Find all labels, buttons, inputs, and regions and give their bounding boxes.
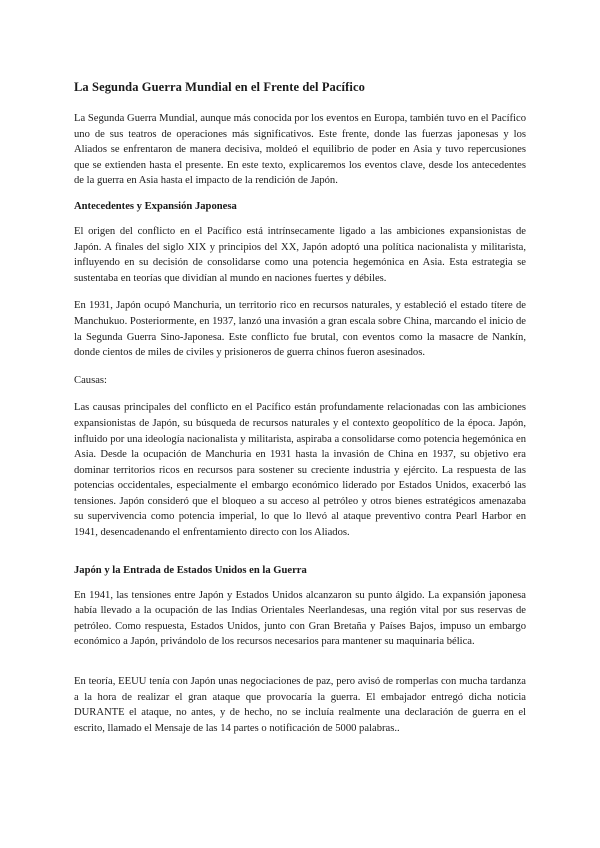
paragraph-tensiones-1941: En 1941, las tensiones entre Japón y Estados Unidos alcanzaron su punto álgido. La expansión japonesa había llevado a la ocupación de las Indias Orientales Neerlandesas, una región vital por sus reservas de petróleo. Como respuesta, Estados Unidos, junto con Gran Bretaña y Países Bajos, impuso un embargo económico a Japón, privándolo de los recursos necesarios para mantener su maquinaria bélica. (74, 589, 526, 648)
section-heading-antecedentes: Antecedentes y Expansión Japonesa (74, 200, 237, 212)
spacer (74, 553, 526, 565)
paragraph-causas: Las causas principales del conflicto en el Pacífico están profundamente relacionadas con las ambiciones expansionistas de Japón, su búsqueda de recursos naturales y el contexto geopolítico de la época. Japón, influido por una ideología nacionalista y militarista, aspiraba a consolidarse como potencia hegemónica en Asia. Desde la ocupación de Manchuria en 1931 hasta la invasión de China en 1937, su objetivo era dominar territorios ricos en recursos para sostener su creciente industria y ejército. La respuesta de las potencias occidentales, especialmente el embargo económico liderado por Estados Unidos, exacerbó las tensiones. Japón consideró que el bloqueo a su acceso al petróleo y otros bienes estratégicos amenazaba su supervivencia como potencia imperial, lo que lo llevó al ataque preventivo contra Pearl Harbor en 1941, desencadenando el enfrentamiento directo con los Aliados. (74, 402, 526, 539)
page-title: La Segunda Guerra Mundial en el Frente del Pacífico (74, 80, 365, 94)
spacer (74, 662, 526, 674)
paragraph-manchuria: En 1931, Japón ocupó Manchuria, un territorio rico en recursos naturales, y estableció el estado títere de Manchukuo. Posteriormente, en 1937, lanzó una invasión a gran escala sobre China, marcando el inicio de la Segunda Guerra Sino-Japonesa. Este conflicto fue brutal, con eventos como la masacre de Nankín, donde cientos de miles de civiles y prisioneros de guerra chinos fueron asesinados. (74, 300, 526, 359)
causes-label: Causas: (74, 374, 107, 386)
paragraph-origen: El origen del conflicto en el Pacífico está intrínsecamente ligado a las ambiciones expansionistas de Japón. A finales del siglo XIX y principios del XX, Japón adoptó una política nacionalista y militarista, influyendo en su decisión de consolidarse como una potencia hegemónica en Asia. Esta estrategia se sustentaba en teorías que dividían al mundo en naciones fuertes y débiles. (74, 225, 526, 284)
paragraph-negociaciones: En teoría, EEUU tenía con Japón unas negociaciones de paz, pero avisó de romperlas con mucha tardanza a la hora de realizar el gran ataque que provocaría la guerra. El embajador entregó dicha noticia DURANTE el ataque, no antes, y de hecho, no se incluía realmente una declaración de guerra en el escrito, llamado el Mensaje de las 14 partes o notificación de 5000 palabras.. (74, 676, 526, 734)
section-heading-entrada-eeuu: Japón y la Entrada de Estados Unidos en la Guerra (74, 564, 307, 576)
intro-paragraph: La Segunda Guerra Mundial, aunque más conocida por los eventos en Europa, también tuvo en el Pacífico uno de sus teatros de operaciones más significativos. Este frente, donde las fuerzas japonesas y los Aliados se enfrentaron de manera decisiva, moldeó el equilibrio de poder en Asia y tuvo repercusiones que se extienden hasta el presente. En este texto, explicaremos los eventos clave, desde los antecedentes de la guerra en Asia hasta el impacto de la rendición de Japón. (74, 113, 526, 187)
